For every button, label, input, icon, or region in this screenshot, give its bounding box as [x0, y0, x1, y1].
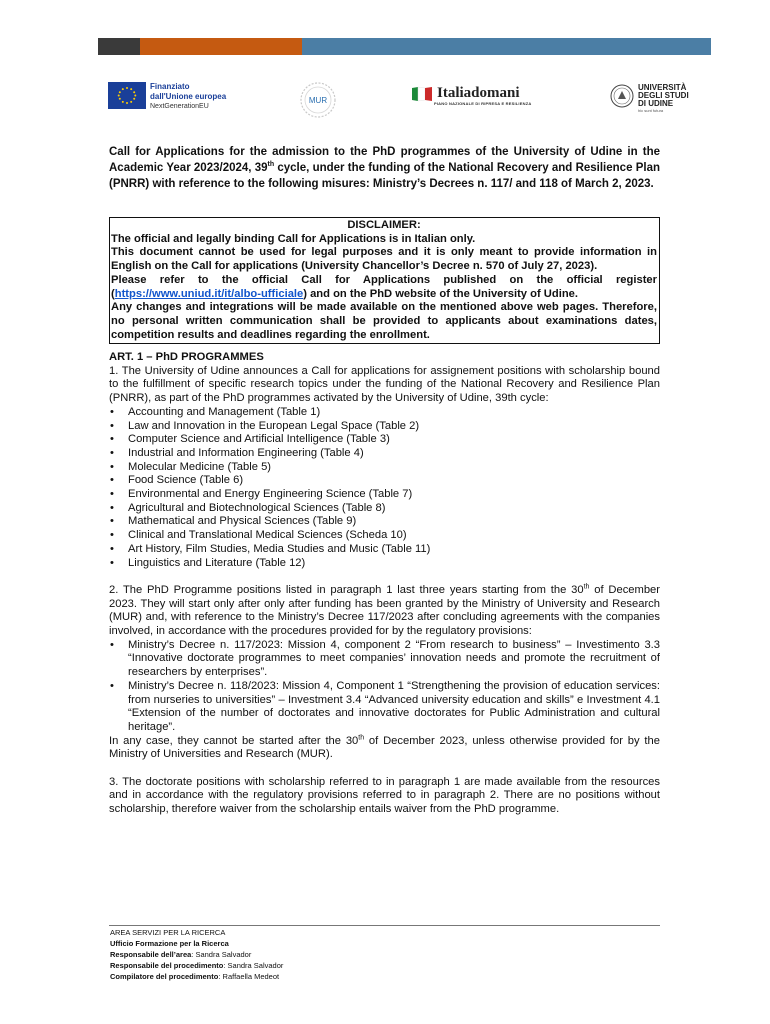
- programme-item: • Law and Innovation in the European Legal Space (Table 2): [109, 420, 660, 434]
- programme-item: • Molecular Medicine (Table 5): [109, 461, 660, 475]
- disclaimer-p3-after: ) and on the PhD website of the University of Udine.: [303, 287, 578, 300]
- uniud-seal-icon: [610, 84, 634, 108]
- disclaimer-p3-before: Please refer to the official Call for Applications published on the official register (: [111, 273, 657, 300]
- programme-list: [109, 406, 660, 570]
- italiadomani-title: Italiadomani: [437, 85, 520, 101]
- programme-item: • Food Science (Table 6): [109, 474, 660, 488]
- footer-divider: [109, 925, 660, 926]
- intro-part1: Call for Applications for the admission to the PhD programmes of the University of Udine in the Academic Year 2023/2024, 39: [109, 146, 660, 174]
- eu-flag-icon: [108, 82, 146, 109]
- italiadomani-subtitle: PIANO NAZIONALE DI RIPRESA E RESILIENZA: [434, 101, 532, 106]
- mur-logo: [298, 80, 338, 120]
- programme-item: • Environmental and Energy Engineering Science (Table 7): [109, 488, 660, 502]
- footer-resp-area: Responsabile dell’area: Sandra Salvador: [110, 950, 252, 959]
- uniud-logo: [610, 84, 689, 114]
- p2-end-a: In any case, they cannot be started after the 30: [109, 734, 359, 747]
- programme-item: • Art History, Film Studies, Media Studies and Music (Table 11): [109, 543, 660, 557]
- programme-item: • Computer Science and Artificial Intelligence (Table 3): [109, 433, 660, 447]
- eu-logo-line2: dall'Unione europea: [150, 92, 227, 101]
- disclaimer-line1: The official and legally binding Call for Applications is in Italian only.: [111, 232, 476, 245]
- decree-list: [109, 639, 660, 735]
- uniud-line3: DI UDINE: [638, 99, 674, 108]
- disclaimer-box: [109, 217, 660, 344]
- programme-item: • Industrial and Information Engineering (Table 4): [109, 447, 660, 461]
- eu-logo-line3: NextGenerationEU: [150, 103, 209, 110]
- disclaimer-p4: Any changes and integrations will be made available on the mentioned above web pages. Therefore, no personal written communication shall be provided to applicants about examinations dates, competition results and deadlines regarding the enrollment.: [111, 301, 657, 341]
- p2-part-a: 2. The PhD Programme positions listed in paragraph 1 last three years starting from the 30: [109, 583, 584, 596]
- decree-item: • Ministry’s Decree n. 117/2023: Mission 4, component 2 “From research to business” – Investimento 3.3 “Innovative doctorate programmes to meet companies’ innovation needs and promote the recruitment of researchers by enterprises”.: [109, 639, 660, 680]
- header-bar-dark: [98, 38, 140, 55]
- programme-item: • Clinical and Translational Medical Sciences (Scheda 10): [109, 529, 660, 543]
- p2-end-sup: th: [358, 733, 365, 741]
- logo-strip: [108, 80, 698, 120]
- p2-part-b: of December 2023. They will start only after only after funding has been granted by the Ministry of University and Research (MUR) and, with reference to the Ministry’s Decree 117/2023 after concluding agreements with the companies involved, in accordance with the procedures provided for by the regulatory provisions:: [109, 583, 660, 638]
- disclaimer-heading: DISCLAIMER:: [347, 219, 421, 231]
- document-title: [109, 144, 660, 192]
- mur-logo-text: MUR: [308, 96, 328, 105]
- programme-item: • Linguistics and Literature (Table 12): [109, 557, 660, 571]
- uniud-line1: UNIVERSITÀ: [638, 83, 687, 92]
- article-1-paragraph-3: 3. The doctorate positions with scholarship referred to in paragraph 1 are made available from the resources and in accordance with the regulatory provisions referred to in paragraph 2. There are no positions without scholarship, therefore waiver from the scholarship entails waiver from the PhD programme.: [109, 775, 660, 816]
- programme-item: • Mathematical and Physical Sciences (Table 9): [109, 515, 660, 529]
- article-1: [109, 351, 660, 817]
- intro-part2: cycle, under the funding of the National Recovery and Resilience Plan (PNRR) with reference to the following misures: Ministry’s Decrees n. 117/ and 118 of March 2, 2023.: [109, 162, 660, 190]
- albo-ufficiale-link[interactable]: https://www.uniud.it/it/albo-ufficiale: [114, 287, 304, 300]
- p2-end-b: of December 2023, unless otherwise provided for by the Ministry of Universities and Research (MUR).: [109, 734, 660, 761]
- footer: [110, 927, 283, 982]
- footer-area: AREA SERVIZI PER LA RICERCA: [110, 928, 226, 937]
- mur-logo-icon: [298, 80, 338, 120]
- footer-resp-proc: Responsabile del procedimento: Sandra Salvador: [110, 961, 284, 970]
- disclaimer-p2: This document cannot be used for legal purposes and it is only meant to provide information in English on the Call for applications (University Chancellor’s Decree n. 570 of July 27, 2023).: [111, 246, 657, 273]
- article-1-paragraph-2: [109, 584, 660, 639]
- intro-sup: th: [267, 161, 275, 169]
- eu-logo: [108, 82, 226, 112]
- header-color-bar: [98, 38, 711, 55]
- eu-logo-line1: Finanziato: [150, 82, 190, 91]
- uniud-line2: DEGLI STUDI: [638, 91, 689, 100]
- footer-compiler: Compilatore del procedimento: Raffaella Medeot: [110, 972, 280, 981]
- footer-office: Ufficio Formazione per la Ricerca: [110, 939, 229, 948]
- italy-flag-icon: [410, 86, 434, 102]
- uniud-motto: hic sunt futura: [638, 108, 664, 113]
- italiadomani-logo: [410, 86, 531, 106]
- p2-sup: th: [583, 583, 590, 591]
- programme-item: • Agricultural and Biotechnological Sciences (Table 8): [109, 502, 660, 516]
- disclaimer-p3: [111, 274, 657, 301]
- programme-item: • Accounting and Management (Table 1): [109, 406, 660, 420]
- article-1-paragraph-1: 1. The University of Udine announces a Call for applications for assignement positions with scholarship bound to the fulfillment of specific research topics under the funding of the National Recovery and Resilience Plan (PNRR), as part of the PhD programmes activated by the University of Udine, 39th cycle:: [109, 364, 660, 405]
- article-1-paragraph-2-end: [109, 735, 660, 762]
- decree-item: • Ministry’s Decree n. 118/2023: Mission 4, Component 1 “Strengthening the provision of education services: from nurseries to universities” – Investment 3.4 “Advanced university education and skills” e Investment 4.1 “Extension of the number of doctorates and innovative doctorates for Public Administration and cultural heritage”.: [109, 680, 660, 735]
- article-1-heading: ART. 1 – PhD PROGRAMMES: [109, 351, 264, 363]
